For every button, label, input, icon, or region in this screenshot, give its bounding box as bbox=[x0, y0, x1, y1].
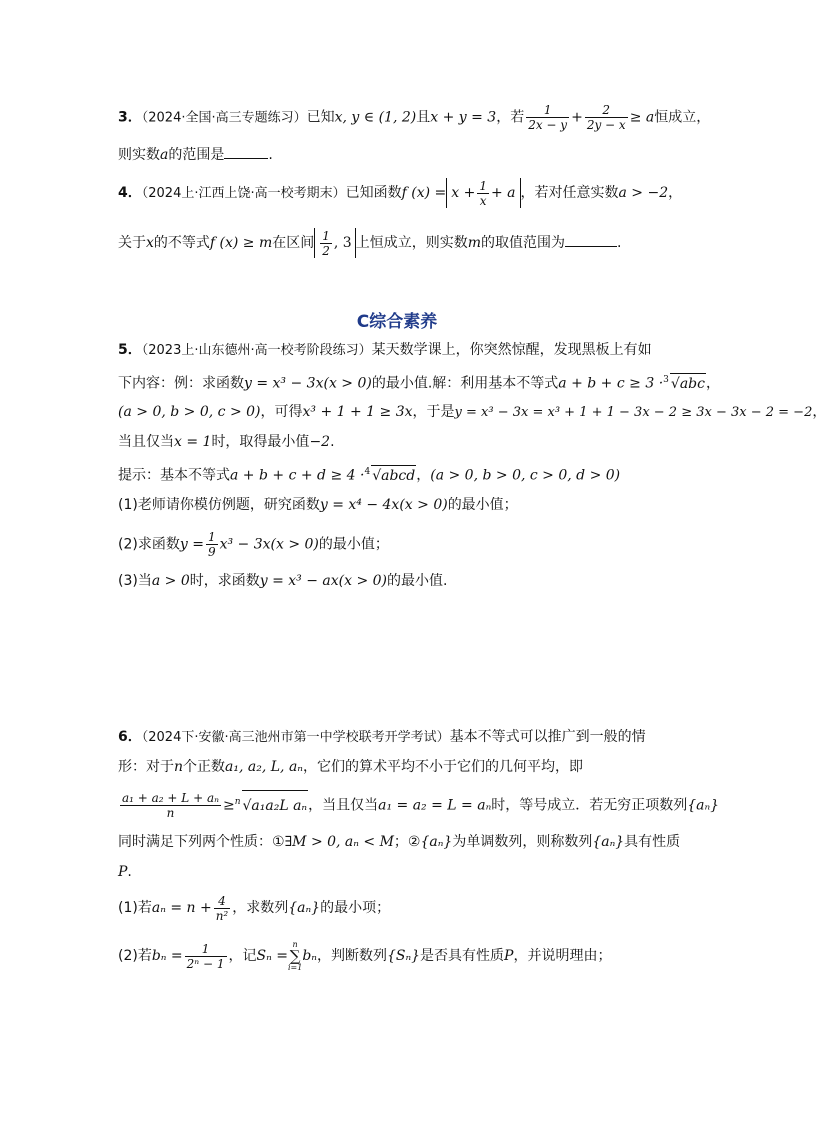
q6-text: ，它们的算术平均不小于它们的几何平均，即 bbox=[302, 759, 583, 775]
abs-part: + a bbox=[490, 185, 516, 201]
q5-inequality: x³ + 1 + 1 ≥ 3x bbox=[302, 404, 413, 420]
q6-property: P bbox=[118, 864, 128, 880]
q6-text: ，当且仅当 bbox=[308, 797, 379, 814]
q5-text: ，可得 bbox=[260, 404, 303, 420]
q5-number: 5． bbox=[118, 342, 142, 358]
q5-inequality: a + b + c + d ≥ 4 · bbox=[230, 467, 365, 484]
q4-text: 关于 bbox=[118, 235, 146, 251]
q4-text: . bbox=[617, 235, 622, 251]
q6-line4 bbox=[118, 832, 681, 852]
q5-text: 提示：基本不等式 bbox=[118, 467, 230, 484]
q4-text: 已知函数 bbox=[345, 185, 402, 201]
sum-upper: n bbox=[292, 940, 298, 949]
q4-function: f (x) = bbox=[401, 185, 447, 201]
interval-end: , 3 bbox=[333, 235, 352, 251]
q6-text: (2)若 bbox=[118, 948, 152, 964]
q6-part1 bbox=[118, 893, 674, 923]
q4-text: ， bbox=[668, 185, 683, 201]
interval bbox=[314, 228, 355, 258]
q6-text: (1)若 bbox=[118, 900, 152, 916]
q4-text: 在区间 bbox=[272, 235, 315, 251]
q6-part2 bbox=[118, 940, 674, 972]
q6-formula: Sₙ = bbox=[256, 948, 288, 964]
q6-text: 具有性质 bbox=[624, 834, 681, 850]
q6-text: ，记 bbox=[228, 948, 257, 964]
section-title: C综合素养 bbox=[356, 312, 438, 332]
sum-lower: i=1 bbox=[287, 963, 303, 972]
abs-value bbox=[446, 178, 520, 208]
q3-text: ，若 bbox=[496, 109, 525, 126]
q5-text: (3)当 bbox=[118, 573, 152, 589]
q4-source: （2024上·江西上饶·高一校考期末） bbox=[141, 186, 346, 201]
q3-text: 且 bbox=[416, 109, 431, 126]
q5-function: y = bbox=[179, 536, 204, 553]
q3-condition: x, y ∈ (1, 2) bbox=[334, 109, 417, 126]
frac-den: 2x − y bbox=[528, 118, 568, 132]
q6-fraction bbox=[214, 894, 231, 923]
frac-den: 2ⁿ − 1 bbox=[186, 956, 225, 971]
q4-line1 bbox=[118, 178, 683, 209]
q3-line1 bbox=[118, 103, 711, 132]
q6-text: 的最小项； bbox=[320, 900, 391, 916]
q4-text: 的不等式 bbox=[153, 235, 210, 251]
frac-num: a₁ + a₂ + L + aₙ bbox=[122, 791, 219, 806]
frac-den: 9 bbox=[207, 545, 216, 559]
q4-fraction bbox=[477, 179, 489, 208]
q6-line2 bbox=[118, 757, 674, 777]
q6-condition: ∃M > 0, aₙ < M bbox=[284, 834, 394, 850]
frac-den: 2y − x bbox=[586, 118, 626, 132]
frac-den: x bbox=[477, 193, 489, 208]
q5-text: ， bbox=[812, 404, 826, 420]
q6-ge: ≥ bbox=[222, 797, 235, 814]
q5-line4 bbox=[118, 432, 674, 452]
q6-formula: bₙ bbox=[302, 948, 317, 964]
q3-number: 3． bbox=[118, 109, 142, 126]
q4-var: m bbox=[467, 235, 481, 251]
q5-source: （2023上·山东德州·高一校考阶段练习） bbox=[141, 343, 372, 358]
sum-sign: ∑ bbox=[289, 947, 301, 965]
q5-text: 时，求函数 bbox=[189, 573, 260, 589]
q4-text: 的取值范围为 bbox=[481, 235, 565, 251]
q5-condition: a > 0 bbox=[151, 573, 190, 589]
q5-equation: y = x³ − 3x = x³ + 1 + 1 − 3x − 2 ≥ 3x − 3x − 2 = −2 bbox=[454, 405, 813, 420]
radicand: abcd bbox=[381, 467, 416, 484]
q6-text: 基本不等式可以推广到一般的情 bbox=[449, 729, 646, 745]
q5-text: ， bbox=[705, 375, 720, 392]
q5-value: x = 1 bbox=[174, 434, 212, 450]
q6-mean-fraction bbox=[120, 791, 221, 820]
q5-text: ， bbox=[416, 467, 431, 484]
q6-line5 bbox=[118, 862, 674, 882]
q5-text: 的最小值； bbox=[447, 497, 518, 513]
frac-num: 1 bbox=[322, 228, 330, 243]
q5-function: y = x³ − 3x(x > 0) bbox=[244, 375, 372, 392]
q5-text: 的最小值； bbox=[318, 536, 389, 553]
q5-condition: (a > 0, b > 0, c > 0) bbox=[118, 404, 261, 420]
frac-num: 1 bbox=[479, 178, 487, 193]
q5-text: 下内容：例：求函数 bbox=[118, 375, 244, 392]
q3-var: a bbox=[160, 147, 169, 163]
q3-text: . bbox=[268, 147, 273, 163]
q5-text: (1)老师请你模仿例题，研究函数 bbox=[118, 497, 320, 513]
q6-text: ；② bbox=[393, 834, 421, 850]
q5-text: (2)求函数 bbox=[118, 536, 180, 553]
radicand: abc bbox=[679, 375, 705, 392]
q5-text: 的最小值.解：利用基本不等式 bbox=[371, 375, 559, 392]
q6-sequence: {Sₙ} bbox=[386, 948, 421, 964]
q6-source: （2024下·安徽·高三池州市第一中学校联考开学考试） bbox=[141, 730, 450, 745]
q3-plus: + bbox=[571, 109, 583, 126]
q6-number: 6． bbox=[118, 729, 142, 745]
q6-text: 是否具有性质 bbox=[420, 948, 505, 964]
q6-text: . bbox=[127, 864, 132, 880]
q4-line2 bbox=[118, 228, 674, 258]
q5-inequality: a + b + c ≥ 3 · bbox=[558, 375, 664, 392]
frac-num: 2 bbox=[602, 103, 611, 117]
q6-fraction bbox=[185, 942, 227, 971]
q6-property: P bbox=[504, 948, 514, 964]
q5-function: x³ − 3x(x > 0) bbox=[219, 536, 319, 553]
q5-text: . bbox=[330, 434, 335, 450]
q3-fraction bbox=[585, 103, 628, 132]
q4-inequality: f (x) ≥ m bbox=[209, 235, 273, 251]
q6-text: ，求数列 bbox=[232, 900, 289, 916]
q3-text: 已知 bbox=[306, 109, 335, 126]
summation bbox=[288, 940, 302, 972]
q4-var: x bbox=[146, 235, 154, 251]
q6-sequence: {aₙ} bbox=[592, 834, 625, 850]
frac-num: 1 bbox=[543, 103, 552, 117]
frac-den: n bbox=[120, 805, 221, 820]
q6-var: n bbox=[174, 759, 184, 775]
q3-inequality: ≥ a bbox=[629, 109, 655, 126]
q5-line5: 提示：基本不等式a + b + c + d ≥ 4 ·$^4$ √abcd，(a > 0, b > 0, c > 0, d > 0) bbox=[118, 462, 674, 486]
q3-text: 的范围是 bbox=[168, 147, 225, 163]
q6-sequence: {aₙ} bbox=[288, 900, 321, 916]
answer-blank[interactable] bbox=[224, 144, 268, 159]
q3-condition: x + y = 3 bbox=[430, 109, 497, 126]
q6-text: 时，等号成立．若无穷正项数列 bbox=[491, 797, 688, 814]
q6-sequence: {aₙ} bbox=[420, 834, 453, 850]
q6-text: 形：对于 bbox=[118, 759, 174, 775]
q6-equation: a₁ = a₂ = L = aₙ bbox=[378, 797, 492, 814]
q5-text: 的最小值. bbox=[387, 573, 448, 589]
abs-part: x + bbox=[451, 185, 476, 201]
q6-text: ，判断数列 bbox=[316, 948, 387, 964]
q6-formula: aₙ = n + bbox=[151, 900, 212, 916]
q5-line3 bbox=[118, 402, 826, 423]
q6-line1 bbox=[118, 727, 674, 748]
frac-num: 4 bbox=[218, 893, 226, 908]
q6-formula: bₙ = bbox=[151, 948, 183, 964]
q5-fraction bbox=[206, 530, 218, 559]
q5-part3 bbox=[118, 571, 674, 591]
q5-line1 bbox=[118, 340, 674, 361]
q6-text: 为单调数列，则称数列 bbox=[452, 834, 593, 850]
q5-value: −2 bbox=[309, 434, 331, 450]
q5-function: y = x³ − ax(x > 0) bbox=[259, 573, 388, 589]
q6-sequence: a₁, a₂, L, aₙ bbox=[225, 759, 303, 775]
q5-text: ，于是 bbox=[412, 404, 455, 420]
q3-text: 恒成立， bbox=[654, 109, 711, 126]
q5-part2 bbox=[118, 530, 674, 559]
q5-line2: 下内容：例：求函数y = x³ − 3x(x > 0)的最小值.解：利用基本不等式a + b + c ≥ 3 ·$^3$ √abc， bbox=[118, 370, 674, 394]
q4-text: ，若对任意实数 bbox=[520, 185, 619, 201]
q5-text: 当且仅当 bbox=[118, 434, 174, 450]
q6-text: 个正数 bbox=[183, 759, 226, 775]
q6-line3: $\frac{\text{a₁ + a₂ + L + aₙ}}{n}$ ≥$^n$ √a₁a₂L aₙ，当且仅当a₁ = a₂ = L = aₙ时，等号成立．若无穷正项数列{aₙ} bbox=[122, 791, 720, 821]
frac-num: 1 bbox=[201, 941, 210, 956]
answer-blank[interactable] bbox=[565, 232, 617, 247]
frac-den: 2 bbox=[322, 243, 330, 258]
q3-text: 则实数 bbox=[118, 147, 160, 163]
q5-part1 bbox=[118, 495, 674, 515]
q6-text: 同时满足下列两个性质：① bbox=[118, 834, 285, 850]
frac-den: n² bbox=[215, 908, 229, 923]
frac-num: 1 bbox=[207, 530, 216, 544]
q6-text: ，并说明理由； bbox=[513, 948, 612, 964]
q5-text: 某天数学课上，你突然惊醒，发现黑板上有如 bbox=[371, 342, 652, 358]
q5-function: y = x⁴ − 4x(x > 0) bbox=[319, 497, 448, 513]
q3-source: （2024·全国·高三专题练习） bbox=[141, 110, 307, 126]
q6-sequence: {aₙ} bbox=[687, 797, 720, 814]
radicand: a₁a₂L aₙ bbox=[251, 797, 308, 814]
q5-text: 时，取得最小值 bbox=[211, 434, 310, 450]
q4-number: 4． bbox=[118, 185, 142, 201]
interval-fraction bbox=[320, 229, 332, 258]
q5-condition: (a > 0, b > 0, c > 0, d > 0) bbox=[430, 467, 621, 484]
q4-text: 上恒成立，则实数 bbox=[355, 235, 468, 251]
q3-fraction bbox=[526, 103, 569, 132]
q3-line2 bbox=[118, 144, 674, 165]
q4-condition: a > −2 bbox=[618, 185, 669, 201]
